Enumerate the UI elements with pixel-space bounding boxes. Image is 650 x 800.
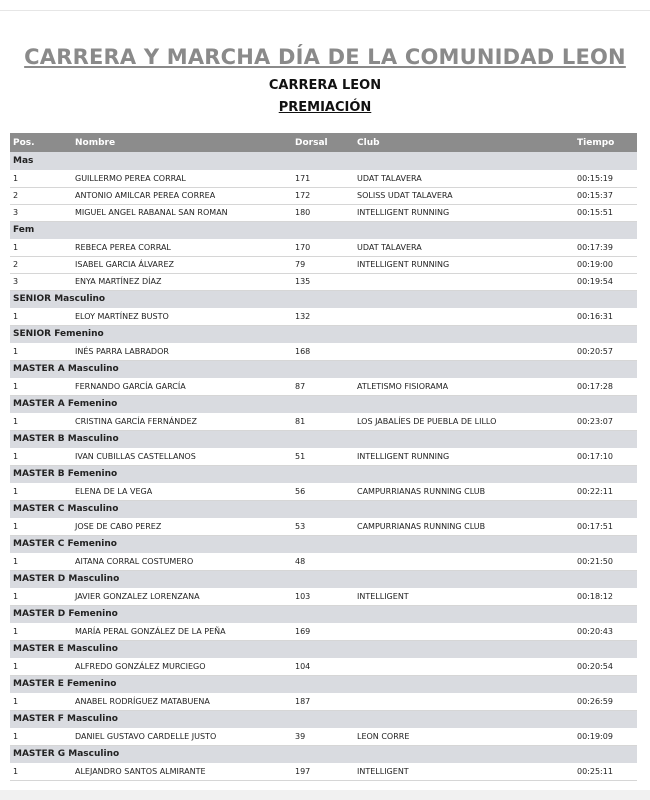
table-row (10, 728, 637, 745)
results-table (10, 133, 637, 781)
bib-cell: 187 (292, 693, 354, 710)
club-cell: UDAT TALAVERA (354, 239, 574, 256)
name-cell: ANABEL RODRÍGUEZ MATABUENA (72, 693, 292, 710)
club-cell: CAMPURRIANAS RUNNING CLUB (354, 518, 574, 535)
page-title: CARRERA Y MARCHA DÍA DE LA COMUNIDAD LEON (24, 45, 626, 69)
club-cell: LEON CORRE (354, 728, 574, 745)
category-row (10, 360, 637, 378)
category-label: Mas (13, 156, 34, 166)
category-label: MASTER B Masculino (13, 434, 119, 445)
page-bottom-shade (0, 790, 650, 800)
category-label: MASTER G Masculino (13, 749, 120, 760)
position-cell: 1 (10, 553, 72, 570)
category-label: MASTER F Masculino (13, 714, 118, 725)
table-row (10, 448, 637, 465)
bib-cell: 171 (292, 170, 354, 187)
category-label: SENIOR Femenino (13, 329, 104, 340)
category-label: MASTER E Femenino (13, 679, 117, 690)
bib-cell: 79 (292, 256, 354, 273)
bib-cell: 180 (292, 204, 354, 221)
table-row (10, 343, 637, 360)
time-cell: 00:15:51 (574, 204, 637, 221)
time-cell: 00:26:59 (574, 693, 637, 710)
club-cell: INTELLIGENT RUNNING (354, 204, 574, 221)
name-cell: ISABEL GARCIA ÁLVAREZ (72, 256, 292, 273)
bib-cell: 170 (292, 239, 354, 256)
category-row (10, 570, 637, 588)
category-row (10, 395, 637, 413)
table-row (10, 553, 637, 570)
time-cell: 00:25:11 (574, 763, 637, 780)
position-cell: 1 (10, 728, 72, 745)
position-cell: 1 (10, 588, 72, 605)
table-row (10, 623, 637, 640)
position-cell: 2 (10, 256, 72, 273)
category-label: MASTER C Femenino (13, 539, 117, 550)
position-cell: 1 (10, 483, 72, 500)
position-cell: 1 (10, 239, 72, 256)
position-cell: 1 (10, 448, 72, 465)
table-row (10, 658, 637, 675)
category-label: MASTER D Femenino (13, 609, 118, 620)
name-cell: ELENA DE LA VEGA (72, 483, 292, 500)
table-row (10, 239, 637, 256)
name-cell: ELOY MARTÍNEZ BUSTO (72, 308, 292, 325)
club-cell: INTELLIGENT (354, 763, 574, 780)
time-cell: 00:18:12 (574, 588, 637, 605)
table-row (10, 204, 637, 221)
bib-cell: 56 (292, 483, 354, 500)
club-cell: INTELLIGENT (354, 588, 574, 605)
column-header-bib: Dorsal (295, 137, 328, 148)
category-label: MASTER A Masculino (13, 364, 119, 375)
name-cell: FERNANDO GARCÍA GARCÍA (72, 378, 292, 395)
time-cell: 00:19:54 (574, 273, 637, 290)
category-row (10, 535, 637, 553)
bib-cell: 51 (292, 448, 354, 465)
name-cell: CRISTINA GARCÍA FERNÁNDEZ (72, 413, 292, 430)
category-label: Fem (13, 225, 35, 236)
bib-cell: 39 (292, 728, 354, 745)
category-row (10, 500, 637, 518)
column-header-name: Nombre (75, 137, 116, 148)
category-label: MASTER A Femenino (13, 399, 118, 410)
time-cell: 00:19:00 (574, 256, 637, 273)
results-body (10, 152, 637, 780)
position-cell: 1 (10, 413, 72, 430)
club-cell (354, 623, 574, 640)
name-cell: JOSE DE CABO PEREZ (72, 518, 292, 535)
time-cell: 00:17:10 (574, 448, 637, 465)
name-cell: AITANA CORRAL COSTUMERO (72, 553, 292, 570)
position-cell: 1 (10, 343, 72, 360)
table-row (10, 378, 637, 395)
time-cell: 00:20:43 (574, 623, 637, 640)
name-cell: MARÍA PERAL GONZÁLEZ DE LA PEÑA (72, 623, 292, 640)
club-cell: INTELLIGENT RUNNING (354, 256, 574, 273)
time-cell: 00:15:37 (574, 187, 637, 204)
bib-cell: 81 (292, 413, 354, 430)
position-cell: 1 (10, 623, 72, 640)
table-row (10, 763, 637, 780)
category-row (10, 325, 637, 343)
time-cell: 00:20:57 (574, 343, 637, 360)
name-cell: ANTONIO AMILCAR PEREA CORREA (72, 187, 292, 204)
category-label: MASTER D Masculino (13, 574, 120, 585)
club-cell: ATLETISMO FISIORAMA (354, 378, 574, 395)
category-row (10, 640, 637, 658)
time-cell: 00:23:07 (574, 413, 637, 430)
category-row (10, 605, 637, 623)
position-cell: 1 (10, 658, 72, 675)
name-cell: DANIEL GUSTAVO CARDELLE JUSTO (72, 728, 292, 745)
club-cell (354, 553, 574, 570)
column-header-position: Pos. (13, 137, 35, 148)
position-cell: 1 (10, 518, 72, 535)
time-cell: 00:20:54 (574, 658, 637, 675)
race-subtitle: CARRERA LEON (268, 78, 382, 93)
name-cell: ALEJANDRO SANTOS ALMIRANTE (72, 763, 292, 780)
position-cell: 2 (10, 187, 72, 204)
club-cell: CAMPURRIANAS RUNNING CLUB (354, 483, 574, 500)
table-row (10, 413, 637, 430)
club-cell (354, 693, 574, 710)
table-row (10, 273, 637, 290)
category-label: MASTER C Masculino (13, 504, 119, 515)
name-cell: JAVIER GONZALEZ LORENZANA (72, 588, 292, 605)
name-cell: ALFREDO GONZÁLEZ MURCIEGO (72, 658, 292, 675)
table-row (10, 588, 637, 605)
table-row (10, 187, 637, 204)
time-cell: 00:17:51 (574, 518, 637, 535)
category-row (10, 221, 637, 239)
club-cell (354, 343, 574, 360)
time-cell: 00:21:50 (574, 553, 637, 570)
club-cell: SOLISS UDAT TALAVERA (354, 187, 574, 204)
name-cell: INÉS PARRA LABRADOR (72, 343, 292, 360)
bib-cell: 104 (292, 658, 354, 675)
bib-cell: 48 (292, 553, 354, 570)
position-cell: 1 (10, 378, 72, 395)
bib-cell: 53 (292, 518, 354, 535)
position-cell: 3 (10, 204, 72, 221)
position-cell: 1 (10, 170, 72, 187)
name-cell: GUILLERMO PEREA CORRAL (72, 170, 292, 187)
category-label: MASTER E Masculino (13, 644, 118, 655)
time-cell: 00:16:31 (574, 308, 637, 325)
table-row (10, 693, 637, 710)
column-header-time: Tiempo (577, 137, 615, 148)
position-cell: 1 (10, 693, 72, 710)
table-header-row (10, 133, 637, 152)
category-label: MASTER B Femenino (13, 469, 118, 480)
name-cell: REBECA PEREA CORRAL (72, 239, 292, 256)
category-row (10, 430, 637, 448)
name-cell: ENYA MARTÍNEZ DÍAZ (72, 273, 292, 290)
club-cell: UDAT TALAVERA (354, 170, 574, 187)
position-cell: 1 (10, 763, 72, 780)
page-top-divider (0, 10, 650, 11)
bib-cell: 197 (292, 763, 354, 780)
time-cell: 00:17:39 (574, 239, 637, 256)
position-cell: 1 (10, 308, 72, 325)
club-cell (354, 273, 574, 290)
club-cell: LOS JABALÍES DE PUEBLA DE LILLO (354, 413, 574, 430)
column-header-club: Club (357, 137, 380, 148)
bib-cell: 168 (292, 343, 354, 360)
bib-cell: 103 (292, 588, 354, 605)
position-cell: 3 (10, 273, 72, 290)
time-cell: 00:19:09 (574, 728, 637, 745)
category-row (10, 710, 637, 728)
table-row (10, 308, 637, 325)
bib-cell: 169 (292, 623, 354, 640)
time-cell: 00:17:28 (574, 378, 637, 395)
category-row (10, 290, 637, 308)
bib-cell: 87 (292, 378, 354, 395)
category-label: SENIOR Masculino (13, 294, 106, 305)
bib-cell: 132 (292, 308, 354, 325)
time-cell: 00:15:19 (574, 170, 637, 187)
category-row (10, 152, 637, 170)
table-row (10, 483, 637, 500)
awards-heading: PREMIACIÓN (278, 100, 372, 115)
category-row (10, 745, 637, 763)
club-cell (354, 308, 574, 325)
name-cell: MIGUEL ANGEL RABANAL SAN ROMAN (72, 204, 292, 221)
table-row (10, 256, 637, 273)
time-cell: 00:22:11 (574, 483, 637, 500)
bib-cell: 172 (292, 187, 354, 204)
bib-cell: 135 (292, 273, 354, 290)
club-cell: INTELLIGENT RUNNING (354, 448, 574, 465)
category-row (10, 675, 637, 693)
club-cell (354, 658, 574, 675)
name-cell: IVAN CUBILLAS CASTELLANOS (72, 448, 292, 465)
category-row (10, 465, 637, 483)
table-row (10, 170, 637, 187)
table-row (10, 518, 637, 535)
